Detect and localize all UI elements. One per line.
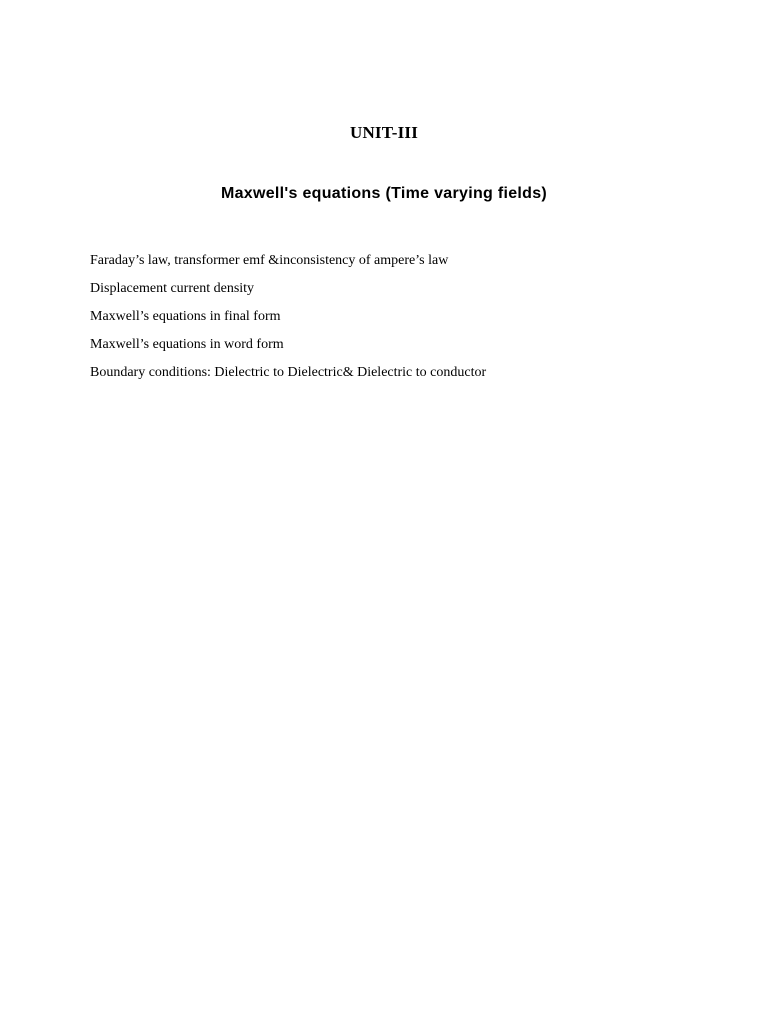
unit-heading: UNIT-III — [349, 123, 419, 142]
topic-item-maxwell-final-form: Maxwell’s equations in final form — [90, 309, 281, 324]
topic-item-maxwell-word-form: Maxwell’s equations in word form — [90, 337, 284, 352]
page-title: Maxwell's equations (Time varying fields) — [220, 185, 548, 202]
topic-item-displacement-current: Displacement current density — [90, 281, 255, 296]
topic-list — [90, 247, 486, 387]
topic-item-boundary-conditions: Boundary conditions: Dielectric to Dielectric& Dielectric to conductor — [90, 365, 487, 380]
topic-item-faradays-law: Faraday’s law, transformer emf &inconsistency of ampere’s law — [90, 253, 449, 268]
